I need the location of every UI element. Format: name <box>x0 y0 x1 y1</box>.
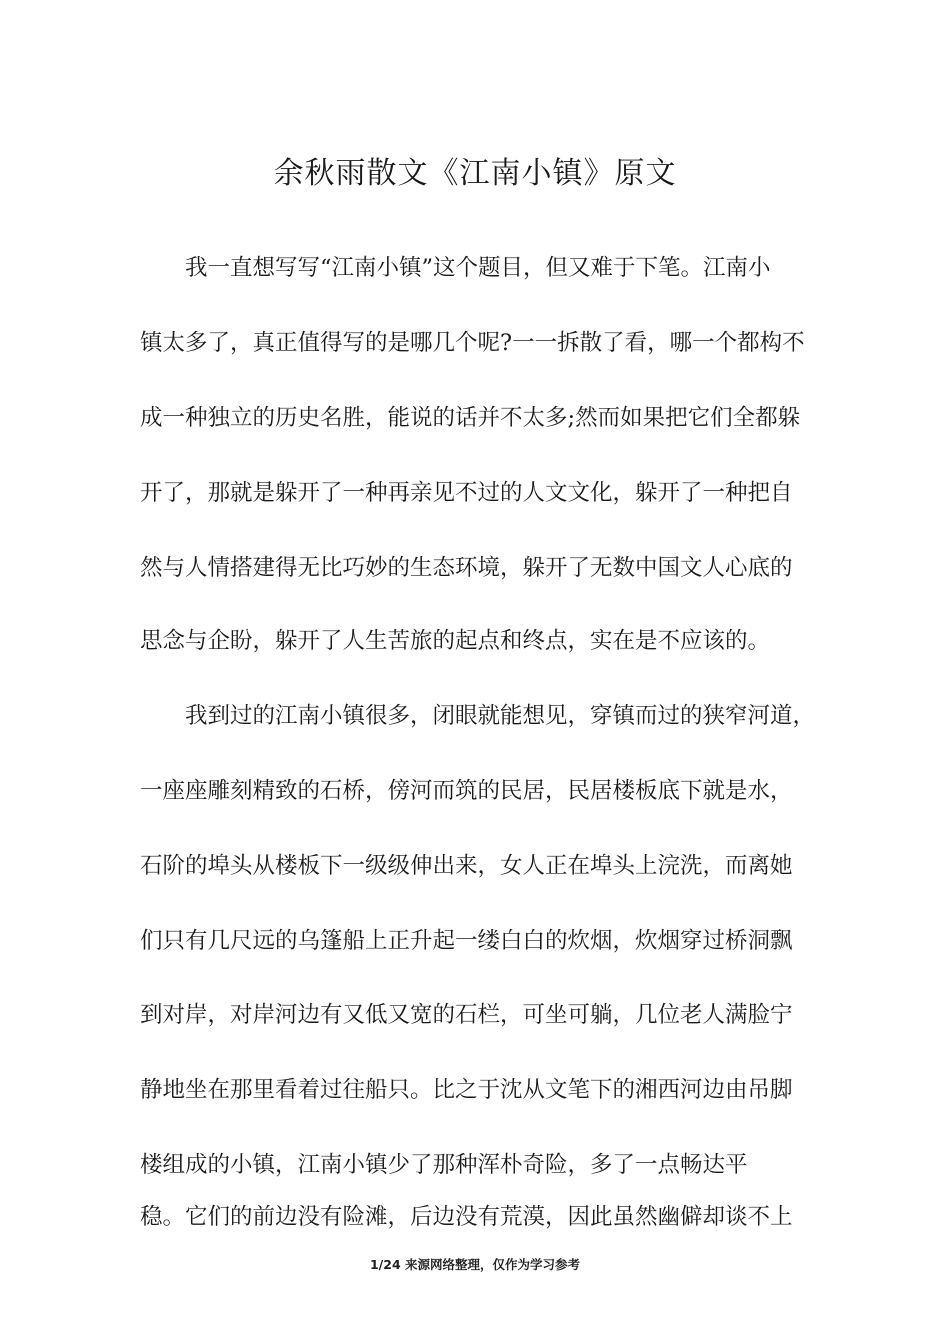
paragraph-line: 镇太多了，真正值得写的是哪几个呢?一一拆散了看，哪一个都构不 <box>140 330 805 356</box>
paragraph-line: 楼组成的小镇，江南小镇少了那种浑朴奇险，多了一点畅达平 <box>140 1152 748 1178</box>
paragraph-line: 们只有几尺远的乌篷船上正升起一缕白白的炊烟，炊烟穿过桥洞飘 <box>140 928 793 954</box>
paragraph-line: 一座座雕刻精致的石桥，傍河而筑的民居，民居楼板底下就是水， <box>140 778 793 804</box>
paragraph-line: 我一直想写写“江南小镇”这个题目，但又难于下笔。江南小 <box>185 255 771 281</box>
paragraph-line: 到对岸，对岸河边有又低又宽的石栏，可坐可躺，几位老人满脸宁 <box>140 1002 793 1028</box>
paragraph-line: 静地坐在那里看着过往船只。比之于沈从文笔下的湘西河边由吊脚 <box>140 1077 793 1103</box>
paragraph-line: 成一种独立的历史名胜，能说的话并不太多;然而如果把它们全都躲 <box>140 405 801 431</box>
paragraph-line: 我到过的江南小镇很多，闭眼就能想见，穿镇而过的狭窄河道， <box>185 703 816 729</box>
paragraph-line: 石阶的埠头从楼板下一级级伸出来，女人正在埠头上浣洗，而离她 <box>140 853 793 879</box>
document-title: 余秋雨散文《江南小镇》原文 <box>273 156 677 191</box>
paragraph-line: 思念与企盼，躲开了人生苦旅的起点和终点，实在是不应该的。 <box>140 628 771 654</box>
paragraph-line: 稳。它们的前边没有险滩，后边没有荒漠，因此虽然幽僻却谈不上 <box>140 1204 793 1230</box>
paragraph-line: 开了，那就是躲开了一种再亲见不过的人文文化，躲开了一种把自 <box>140 480 793 506</box>
page-footer: 1/24 来源网络整理，仅作为学习参考 <box>369 1257 580 1272</box>
paragraph-line: 然与人情搭建得无比巧妙的生态环境，躲开了无数中国文人心底的 <box>140 555 793 581</box>
